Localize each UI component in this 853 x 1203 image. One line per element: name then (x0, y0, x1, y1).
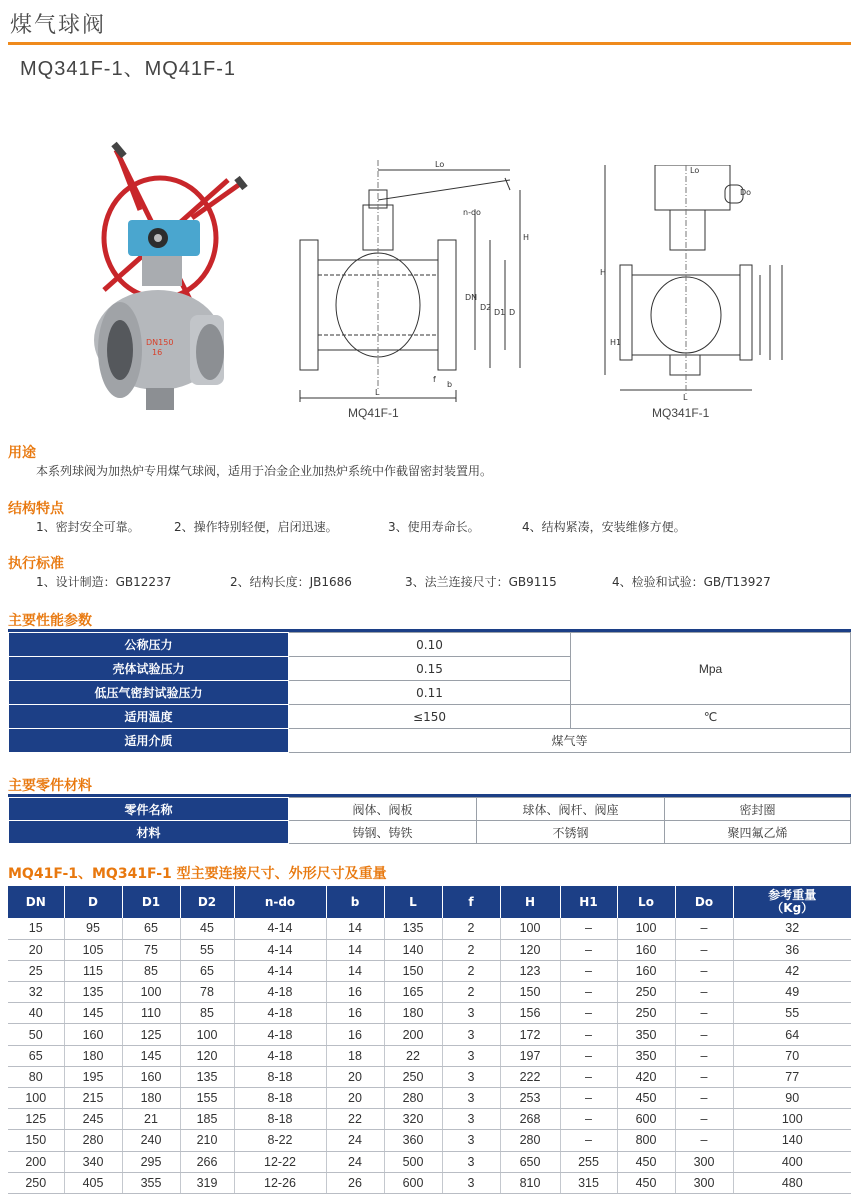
table-row (8, 982, 851, 1003)
table-cell: – (675, 1024, 733, 1045)
table-cell: 42 (733, 960, 851, 981)
table-cell: 4-18 (234, 982, 326, 1003)
table-cell: 3 (442, 1109, 500, 1130)
table-cell: 4-18 (234, 1024, 326, 1045)
table-cell: 115 (64, 960, 122, 981)
table-cell: 32 (8, 982, 64, 1003)
table-cell: 80 (8, 1066, 64, 1087)
materials-table (8, 797, 851, 844)
svg-text:H1: H1 (610, 338, 622, 347)
part-material: 不锈钢 (477, 821, 665, 844)
table-cell: 450 (617, 1088, 675, 1109)
table-cell: 280 (384, 1088, 442, 1109)
table-cell: 8-18 (234, 1066, 326, 1087)
standard-item: 1、设计制造：GB12237 (36, 575, 172, 589)
table-cell: – (675, 1109, 733, 1130)
table-cell: 200 (384, 1024, 442, 1045)
table-cell: – (560, 1109, 617, 1130)
svg-text:DN150: DN150 (146, 338, 174, 347)
performance-heading: 主要性能参数 (8, 613, 92, 629)
table-cell: – (560, 1024, 617, 1045)
feature-item: 4、结构紧凑，安装维修方便。 (522, 520, 686, 534)
table-row (8, 960, 851, 981)
table-cell: 222 (500, 1066, 560, 1087)
table-cell: 65 (122, 918, 180, 939)
usage-heading: 用途 (8, 445, 36, 461)
table-cell: 49 (733, 982, 851, 1003)
table-cell: 95 (64, 918, 122, 939)
performance-table (8, 632, 851, 753)
materials-material-label: 材料 (9, 821, 289, 844)
table-cell: 340 (64, 1151, 122, 1172)
svg-text:b: b (447, 380, 453, 389)
table-cell: 280 (64, 1130, 122, 1151)
table-cell: 45 (180, 918, 234, 939)
table-cell: – (560, 1088, 617, 1109)
table-cell: 24 (326, 1151, 384, 1172)
caption-mq341f: MQ341F-1 (652, 406, 710, 420)
table-cell: 100 (500, 918, 560, 939)
table-cell: 25 (8, 960, 64, 981)
param-label: 公称压力 (9, 633, 289, 657)
table-cell: 55 (733, 1003, 851, 1024)
table-cell: 300 (675, 1151, 733, 1172)
usage-text: 本系列球阀为加热炉专用煤气球阀，适用于冶金企业加热炉系统中作截留密封装置用。 (36, 464, 493, 478)
svg-text:DN: DN (465, 293, 478, 302)
svg-text:f: f (433, 375, 436, 384)
table-cell: 450 (617, 1151, 675, 1172)
table-cell: 195 (64, 1066, 122, 1087)
svg-text:H: H (523, 233, 530, 242)
table-cell: 18 (326, 1045, 384, 1066)
table-cell: 15 (8, 918, 64, 939)
table-cell: 12-22 (234, 1151, 326, 1172)
table-cell: 100 (122, 982, 180, 1003)
table-cell: 255 (560, 1151, 617, 1172)
table-cell: 355 (122, 1172, 180, 1193)
table-cell: 180 (64, 1045, 122, 1066)
part-name: 球体、阀杆、阀座 (477, 798, 665, 821)
table-cell: 12-26 (234, 1172, 326, 1193)
table-cell: 800 (617, 1130, 675, 1151)
table-cell: 2 (442, 918, 500, 939)
table-cell: 40 (8, 1003, 64, 1024)
part-material: 铸钢、铸铁 (289, 821, 477, 844)
svg-text:Lo: Lo (690, 166, 700, 175)
col-header: D (64, 886, 122, 918)
table-cell: 8-18 (234, 1109, 326, 1130)
table-cell: 16 (326, 1003, 384, 1024)
table-cell: – (675, 1045, 733, 1066)
figure-area (80, 140, 770, 430)
table-cell: 36 (733, 939, 851, 960)
table-cell: 123 (500, 960, 560, 981)
table-cell: 405 (64, 1172, 122, 1193)
svg-text:16: 16 (152, 348, 163, 357)
table-row (8, 1024, 851, 1045)
part-name: 阀体、阀板 (289, 798, 477, 821)
table-cell: 180 (122, 1088, 180, 1109)
temperature-unit: ℃ (571, 705, 851, 729)
table-cell: 145 (64, 1003, 122, 1024)
table-cell: 172 (500, 1024, 560, 1045)
col-header: f (442, 886, 500, 918)
table-cell: 140 (384, 939, 442, 960)
table-cell: 4-18 (234, 1003, 326, 1024)
weight-unit: （Kg） (771, 901, 814, 915)
table-cell: 156 (500, 1003, 560, 1024)
table-cell: 200 (8, 1151, 64, 1172)
svg-text:L: L (683, 393, 688, 402)
table-row (8, 1066, 851, 1087)
table-row (9, 821, 851, 844)
table-cell: 14 (326, 918, 384, 939)
table-cell: 4-14 (234, 939, 326, 960)
table-cell: 650 (500, 1151, 560, 1172)
title-rule (8, 42, 851, 45)
table-row (9, 729, 851, 753)
table-row (8, 1130, 851, 1151)
valve-photo (80, 140, 250, 415)
table-cell: 135 (64, 982, 122, 1003)
param-value: ≤150 (289, 705, 571, 729)
table-cell: 100 (8, 1088, 64, 1109)
features-heading: 结构特点 (8, 501, 64, 517)
feature-item: 2、操作特别轻便，启闭迅速。 (174, 520, 338, 534)
table-cell: – (675, 918, 733, 939)
table-cell: 500 (384, 1151, 442, 1172)
table-row (9, 633, 851, 657)
dimensions-body (8, 918, 851, 1193)
table-cell: 2 (442, 982, 500, 1003)
param-value: 0.15 (289, 657, 571, 681)
svg-text:H: H (600, 268, 607, 277)
standard-item: 2、结构长度：JB1686 (230, 575, 352, 589)
param-label: 低压气密封试验压力 (9, 681, 289, 705)
table-cell: – (675, 1130, 733, 1151)
table-cell: 315 (560, 1172, 617, 1193)
table-cell: 197 (500, 1045, 560, 1066)
materials-heading: 主要零件材料 (8, 778, 92, 794)
param-label: 适用介质 (9, 729, 289, 753)
table-cell: 185 (180, 1109, 234, 1130)
table-cell: – (560, 960, 617, 981)
table-cell: 3 (442, 1024, 500, 1045)
table-cell: 77 (733, 1066, 851, 1087)
table-cell: 22 (384, 1045, 442, 1066)
table-cell: 150 (8, 1130, 64, 1151)
col-header: D1 (122, 886, 180, 918)
table-cell: 360 (384, 1130, 442, 1151)
table-cell: 155 (180, 1088, 234, 1109)
table-cell: 78 (180, 982, 234, 1003)
standard-item: 4、检验和试验：GB/T13927 (612, 575, 771, 589)
dimensions-heading: MQ41F-1、MQ341F-1 型主要连接尺寸、外形尺寸及重量 (8, 866, 387, 882)
table-row (9, 798, 851, 821)
svg-text:D2: D2 (480, 303, 492, 312)
table-row (8, 1109, 851, 1130)
col-header: Lo (617, 886, 675, 918)
table-cell: 70 (733, 1045, 851, 1066)
table-cell: 16 (326, 982, 384, 1003)
table-cell: 85 (122, 960, 180, 981)
dimensions-table (8, 886, 851, 1194)
table-cell: – (560, 1130, 617, 1151)
table-cell: 320 (384, 1109, 442, 1130)
table-cell: 400 (733, 1151, 851, 1172)
table-row (9, 705, 851, 729)
table-cell: 21 (122, 1109, 180, 1130)
table-cell: – (675, 939, 733, 960)
table-cell: 125 (8, 1109, 64, 1130)
table-cell: 3 (442, 1045, 500, 1066)
table-cell: 24 (326, 1130, 384, 1151)
table-cell: 20 (8, 939, 64, 960)
caption-mq41f: MQ41F-1 (348, 406, 399, 420)
table-cell: 65 (8, 1045, 64, 1066)
standards-heading: 执行标准 (8, 556, 64, 572)
dimensions-header-row (8, 886, 851, 918)
col-header: Do (675, 886, 733, 918)
table-cell: 4-14 (234, 960, 326, 981)
table-cell: – (675, 982, 733, 1003)
col-header: D2 (180, 886, 234, 918)
table-cell: 250 (8, 1172, 64, 1193)
svg-text:L: L (375, 388, 380, 397)
table-cell: 215 (64, 1088, 122, 1109)
model-subtitle: MQ341F-1、MQ41F-1 (20, 58, 237, 80)
table-cell: 8-22 (234, 1130, 326, 1151)
mq341f-drawing (600, 165, 800, 405)
table-cell: 160 (122, 1066, 180, 1087)
table-cell: 480 (733, 1172, 851, 1193)
table-cell: 319 (180, 1172, 234, 1193)
table-cell: 64 (733, 1024, 851, 1045)
table-cell: 120 (500, 939, 560, 960)
table-cell: 600 (384, 1172, 442, 1193)
table-cell: 165 (384, 982, 442, 1003)
table-cell: 3 (442, 1003, 500, 1024)
table-cell: 14 (326, 960, 384, 981)
table-cell: 135 (384, 918, 442, 939)
table-cell: – (675, 1066, 733, 1087)
table-cell: 75 (122, 939, 180, 960)
col-header: DN (8, 886, 64, 918)
weight-label: 参考重量 (768, 888, 817, 902)
table-cell: 85 (180, 1003, 234, 1024)
table-cell: 268 (500, 1109, 560, 1130)
table-cell: 250 (384, 1066, 442, 1087)
table-cell: 250 (617, 982, 675, 1003)
part-name: 密封圈 (665, 798, 851, 821)
col-header-weight (733, 886, 851, 918)
mq41f-drawing (295, 150, 555, 410)
table-cell: – (560, 1066, 617, 1087)
table-cell: 4-14 (234, 918, 326, 939)
table-cell: 2 (442, 960, 500, 981)
col-header: H1 (560, 886, 617, 918)
table-cell: – (560, 939, 617, 960)
table-cell: 14 (326, 939, 384, 960)
feature-item: 3、使用寿命长。 (388, 520, 480, 534)
table-cell: 100 (733, 1109, 851, 1130)
svg-text:D: D (509, 308, 516, 317)
param-value: 煤气等 (289, 729, 851, 753)
page-title: 煤气球阀 (10, 13, 107, 38)
table-cell: – (560, 982, 617, 1003)
table-cell: 4-18 (234, 1045, 326, 1066)
table-cell: 90 (733, 1088, 851, 1109)
table-cell: 20 (326, 1088, 384, 1109)
table-cell: 160 (64, 1024, 122, 1045)
table-cell: 2 (442, 939, 500, 960)
table-cell: 245 (64, 1109, 122, 1130)
table-cell: 150 (500, 982, 560, 1003)
table-cell: 22 (326, 1109, 384, 1130)
table-cell: 140 (733, 1130, 851, 1151)
table-cell: 32 (733, 918, 851, 939)
svg-text:D1: D1 (494, 308, 506, 317)
table-cell: 55 (180, 939, 234, 960)
table-cell: – (560, 918, 617, 939)
table-cell: – (560, 1045, 617, 1066)
pressure-unit: Mpa (571, 633, 851, 705)
table-row (8, 939, 851, 960)
table-cell: 180 (384, 1003, 442, 1024)
table-cell: 253 (500, 1088, 560, 1109)
table-cell: 250 (617, 1003, 675, 1024)
table-cell: 3 (442, 1151, 500, 1172)
table-cell: 600 (617, 1109, 675, 1130)
table-cell: 3 (442, 1130, 500, 1151)
col-header: L (384, 886, 442, 918)
table-row (8, 918, 851, 939)
part-material: 聚四氟乙烯 (665, 821, 851, 844)
table-cell: 240 (122, 1130, 180, 1151)
table-cell: 3 (442, 1066, 500, 1087)
materials-name-label: 零件名称 (9, 798, 289, 821)
svg-text:Lo: Lo (435, 160, 445, 169)
svg-text:Do: Do (740, 188, 752, 197)
table-cell: – (675, 1003, 733, 1024)
param-value: 0.11 (289, 681, 571, 705)
table-row (8, 1003, 851, 1024)
table-cell: – (560, 1003, 617, 1024)
table-cell: 125 (122, 1024, 180, 1045)
standard-item: 3、法兰连接尺寸：GB9115 (405, 575, 557, 589)
table-cell: 3 (442, 1088, 500, 1109)
table-cell: 300 (675, 1172, 733, 1193)
table-cell: 266 (180, 1151, 234, 1172)
param-label: 适用温度 (9, 705, 289, 729)
table-cell: 65 (180, 960, 234, 981)
table-cell: – (675, 960, 733, 981)
param-label: 壳体试验压力 (9, 657, 289, 681)
table-cell: 420 (617, 1066, 675, 1087)
table-cell: – (675, 1088, 733, 1109)
table-cell: 105 (64, 939, 122, 960)
table-row (8, 1172, 851, 1193)
table-cell: 295 (122, 1151, 180, 1172)
table-cell: 450 (617, 1172, 675, 1193)
table-row (8, 1151, 851, 1172)
table-cell: 100 (617, 918, 675, 939)
table-cell: 210 (180, 1130, 234, 1151)
svg-text:n-do: n-do (463, 208, 481, 217)
table-cell: 120 (180, 1045, 234, 1066)
table-cell: 160 (617, 960, 675, 981)
table-cell: 16 (326, 1024, 384, 1045)
table-cell: 280 (500, 1130, 560, 1151)
table-cell: 135 (180, 1066, 234, 1087)
table-cell: 160 (617, 939, 675, 960)
table-cell: 8-18 (234, 1088, 326, 1109)
feature-item: 1、密封安全可靠。 (36, 520, 140, 534)
table-cell: 26 (326, 1172, 384, 1193)
table-cell: 150 (384, 960, 442, 981)
table-cell: 20 (326, 1066, 384, 1087)
table-cell: 100 (180, 1024, 234, 1045)
col-header: H (500, 886, 560, 918)
table-cell: 50 (8, 1024, 64, 1045)
table-cell: 810 (500, 1172, 560, 1193)
table-cell: 110 (122, 1003, 180, 1024)
table-row (8, 1045, 851, 1066)
col-header: b (326, 886, 384, 918)
col-header: n-do (234, 886, 326, 918)
param-value: 0.10 (289, 633, 571, 657)
table-cell: 145 (122, 1045, 180, 1066)
table-cell: 3 (442, 1172, 500, 1193)
table-cell: 350 (617, 1045, 675, 1066)
table-row (8, 1088, 851, 1109)
table-cell: 350 (617, 1024, 675, 1045)
